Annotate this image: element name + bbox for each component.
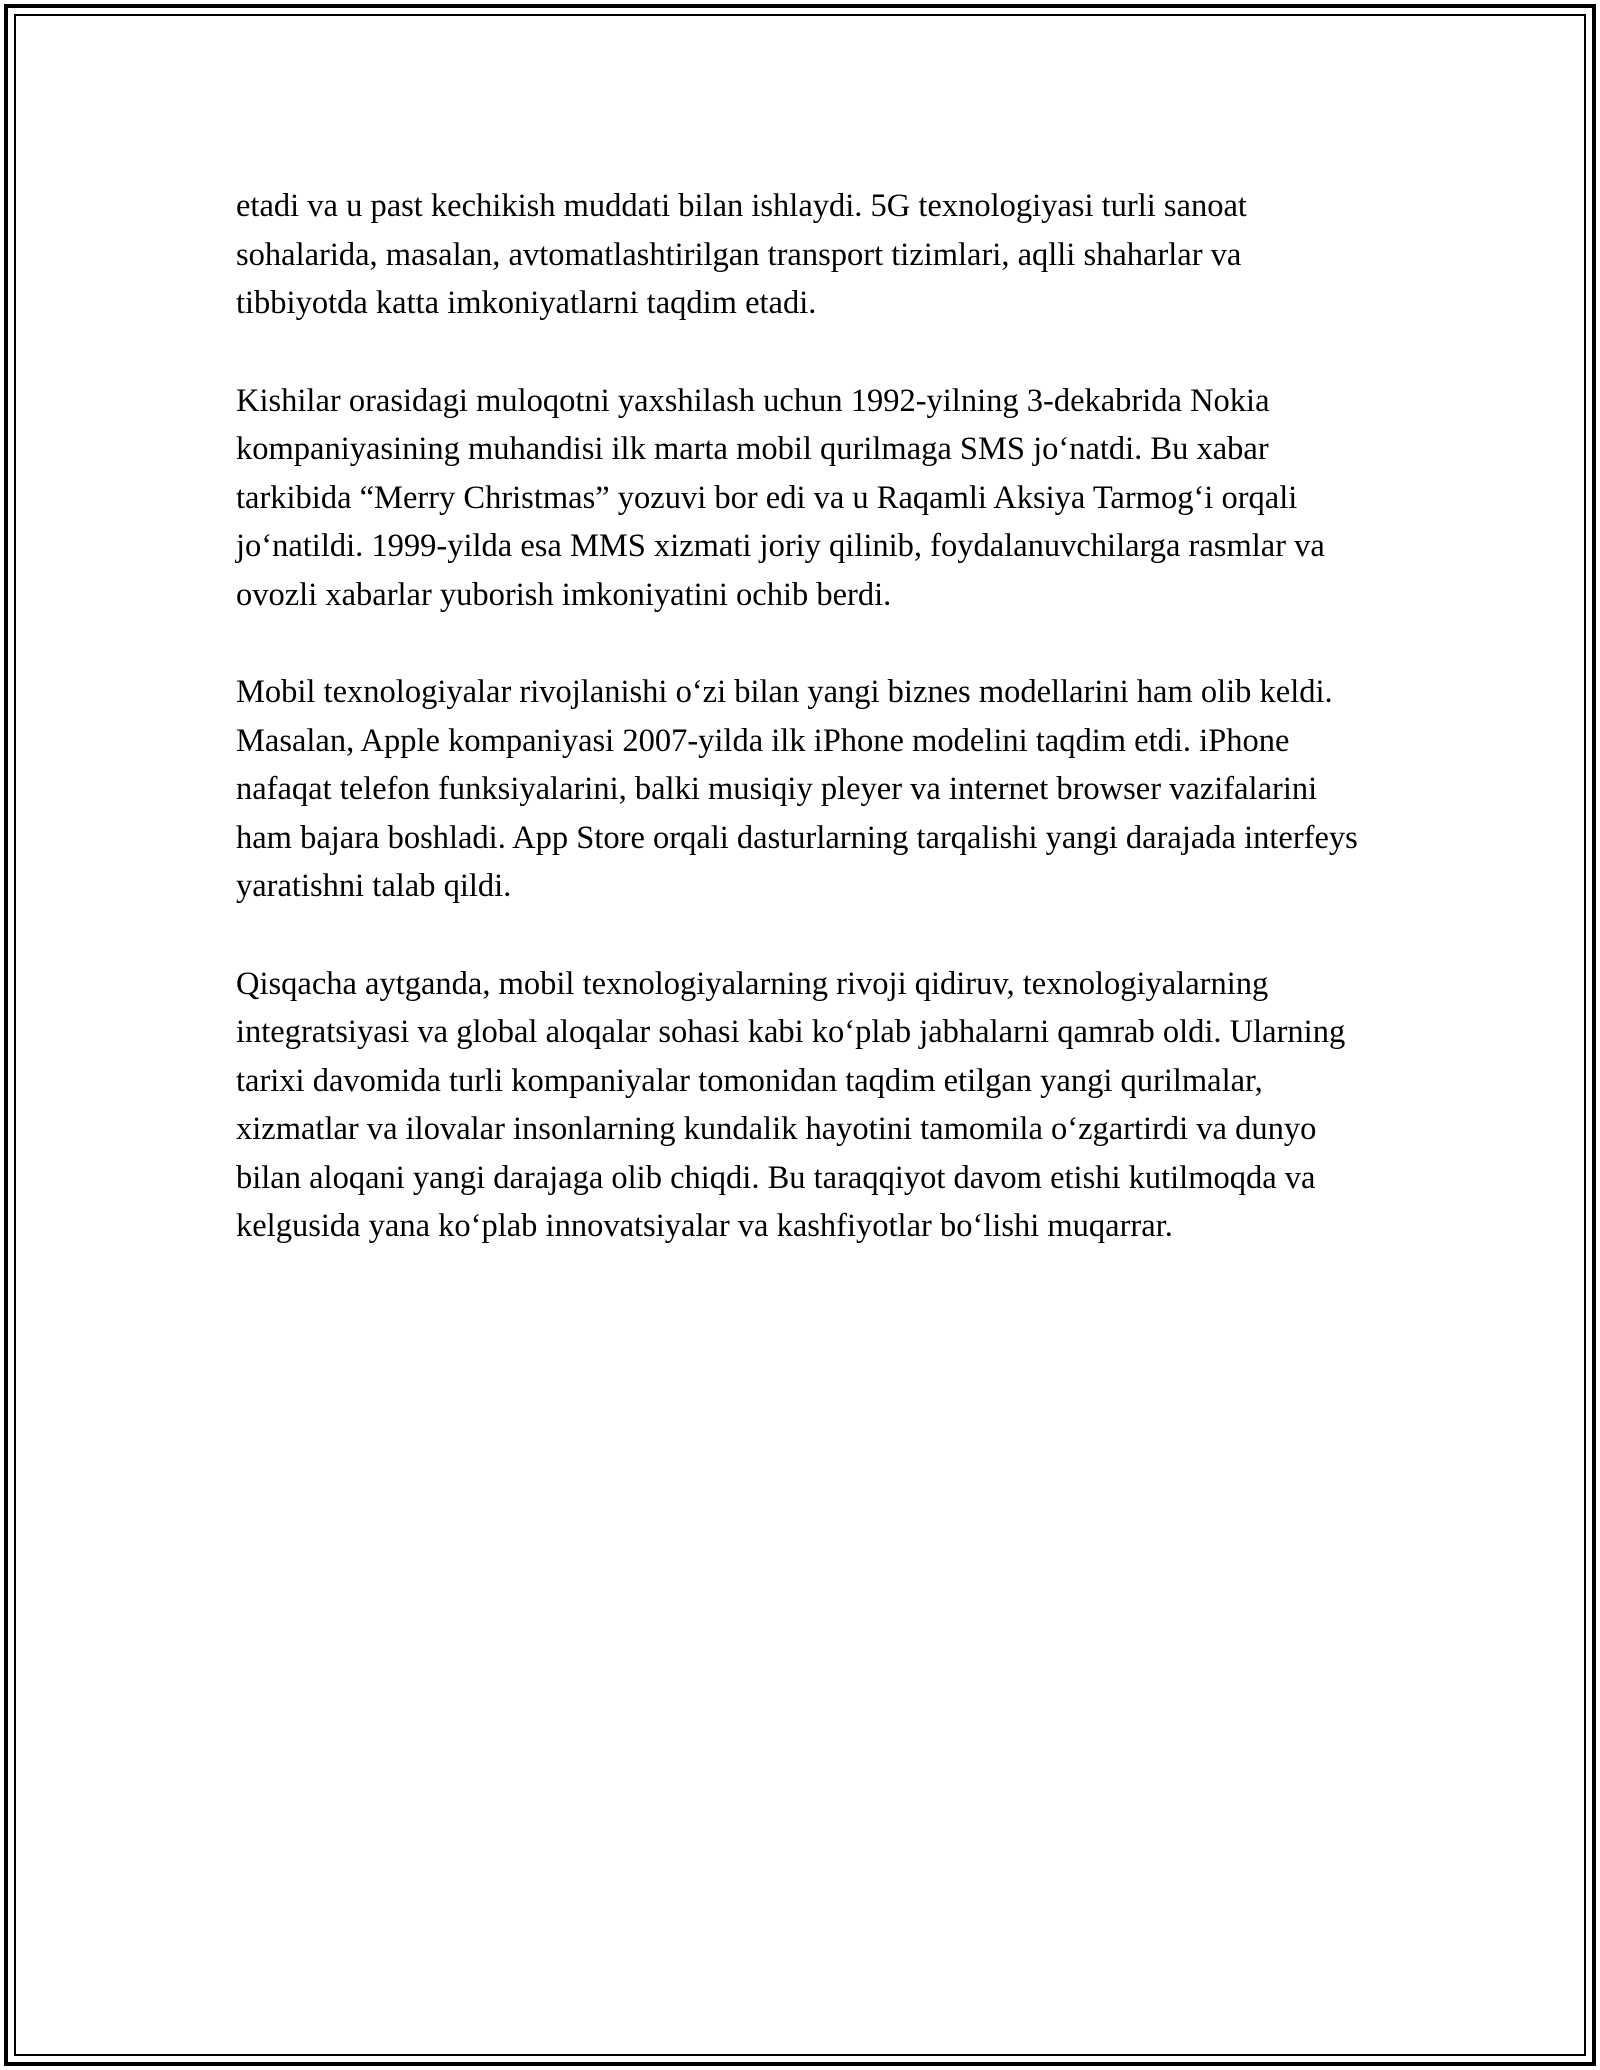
- paragraph-conclusion: Qisqacha aytganda, mobil texnologiyalarning rivoji qidiruv, texnologiyalarning integratsiyasi va global aloqalar sohasi kabi ko‘plab jabhalarni qamrab oldi. Ularning tarixi davomida turli kompaniyalar tomonidan taqdim etilgan yangi qurilmalar, xizmatlar va ilovalar insonlarning kundalik hayotini tamomila o‘zgartirdi va dunyo bilan aloqani yangi darajaga olib chiqdi. Bu taraqqiyot davom etishi kutilmoqda va kelgusida yana ko‘plab innovatsiyalar va kashfiyotlar bo‘lishi muqarrar.: [236, 965, 1346, 1244]
- paragraph-iphone: Mobil texnologiyalar rivojlanishi o‘zi bilan yangi biznes modellarini ham olib keldi. Masalan, Apple kompaniyasi 2007-yilda ilk iPhone modelini taqdim etdi. iPhone nafaqat telefon funksiyalarini, balki musiqiy pleyer va internet browser vazifalarini ham bajara boshladi. App Store orqali dasturlarning tarqalishi yangi darajada interfeys yaratishni talab qildi.: [236, 674, 1358, 904]
- document-body: [236, 182, 1376, 1300]
- paragraph-sms-mms: Kishilar orasidagi muloqotni yaxshilash uchun 1992-yilning 3-dekabrida Nokia kompaniyasining muhandisi ilk marta mobil qurilmaga SMS jo‘natdi. Bu xabar tarkibida “Merry Christmas” yozuvi bor edi va u Raqamli Aksiya Tarmog‘i orqali jo‘natildi. 1999-yilda esa MMS xizmati joriy qilinib, foydalanuvchilarga rasmlar va ovozli xabarlar yuborish imkoniyatini ochib berdi.: [236, 382, 1325, 613]
- paragraph-5g: etadi va u past kechikish muddati bilan ishlaydi. 5G texnologiyasi turli sanoat sohalarida, masalan, avtomatlashtirilgan transport tizimlari, aqlli shaharlar va tibbiyotda katta imkoniyatlarni taqdim etadi.: [236, 188, 1247, 321]
